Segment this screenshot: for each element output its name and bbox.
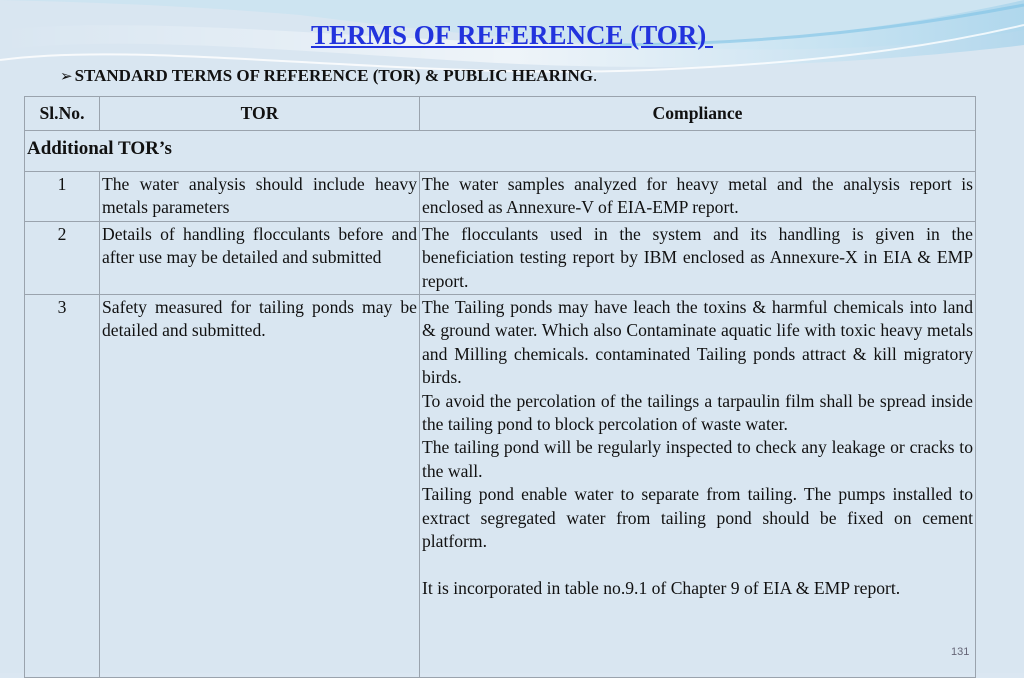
table-row: [25, 221, 976, 294]
compliance-cell: [420, 172, 976, 222]
column-header-tor: TOR: [100, 97, 420, 131]
compliance-cell: [420, 295, 976, 678]
column-header-slno: Sl.No.: [25, 97, 100, 131]
compliance-paragraph: To avoid the percolation of the tailings a tarpaulin film shall be spread inside the tailing pond to block percolation of waste water.: [422, 390, 973, 435]
compliance-paragraph: It is incorporated in table no.9.1 of Chapter 9 of EIA & EMP report.: [422, 577, 901, 598]
compliance-paragraph: The water samples analyzed for heavy metal and the analysis report is enclosed as Annexure-V of EIA-EMP report.: [422, 174, 973, 218]
table-row: [25, 295, 976, 678]
tor-cell: The water analysis should include heavy metals parameters: [100, 172, 420, 222]
compliance-paragraph: The flocculants used in the system and its handling is given in the beneficiation testing report by IBM enclosed as Annexure-X in EIA & EMP report.: [422, 223, 973, 291]
tor-cell: Safety measured for tailing ponds may be detailed and submitted.: [100, 295, 420, 678]
compliance-paragraph: Tailing pond enable water to separate from tailing. The pumps installed to extract segregated water from tailing pond should be fixed on cement platform.: [422, 484, 973, 552]
table-header-row: [25, 97, 976, 131]
compliance-paragraph: The tailing pond will be regularly inspected to check any leakage or cracks to the wall.: [422, 437, 973, 481]
section-row: [25, 131, 976, 172]
arrow-bullet-icon: ➢: [60, 67, 73, 85]
compliance-paragraph: The Tailing ponds may have leach the toxins & harmful chemicals into land & ground water. Which also Contaminate aquatic life with toxic heavy metals and Milling chemicals. contaminated Tailing ponds attract & kill migratory birds.: [422, 297, 973, 388]
subtitle: [60, 66, 597, 86]
page-number: 131: [951, 646, 970, 658]
row-number: 1: [25, 172, 100, 222]
compliance-cell: [420, 221, 976, 294]
table-row: [25, 172, 976, 222]
paragraph-spacer: [422, 554, 973, 577]
page-title: TERMS OF REFERENCE (TOR): [310, 20, 714, 50]
row-number: 2: [25, 221, 100, 294]
subtitle-period: .: [592, 66, 598, 85]
row-number: 3: [25, 295, 100, 678]
section-label: Additional TOR’s: [25, 131, 976, 172]
subtitle-text: STANDARD TERMS OF REFERENCE (TOR) & PUBLIC HEARING: [74, 66, 593, 85]
tor-table: [24, 96, 976, 678]
tor-cell: Details of handling flocculants before and after use may be detailed and submitted: [100, 221, 420, 294]
column-header-compliance: Compliance: [420, 97, 976, 131]
